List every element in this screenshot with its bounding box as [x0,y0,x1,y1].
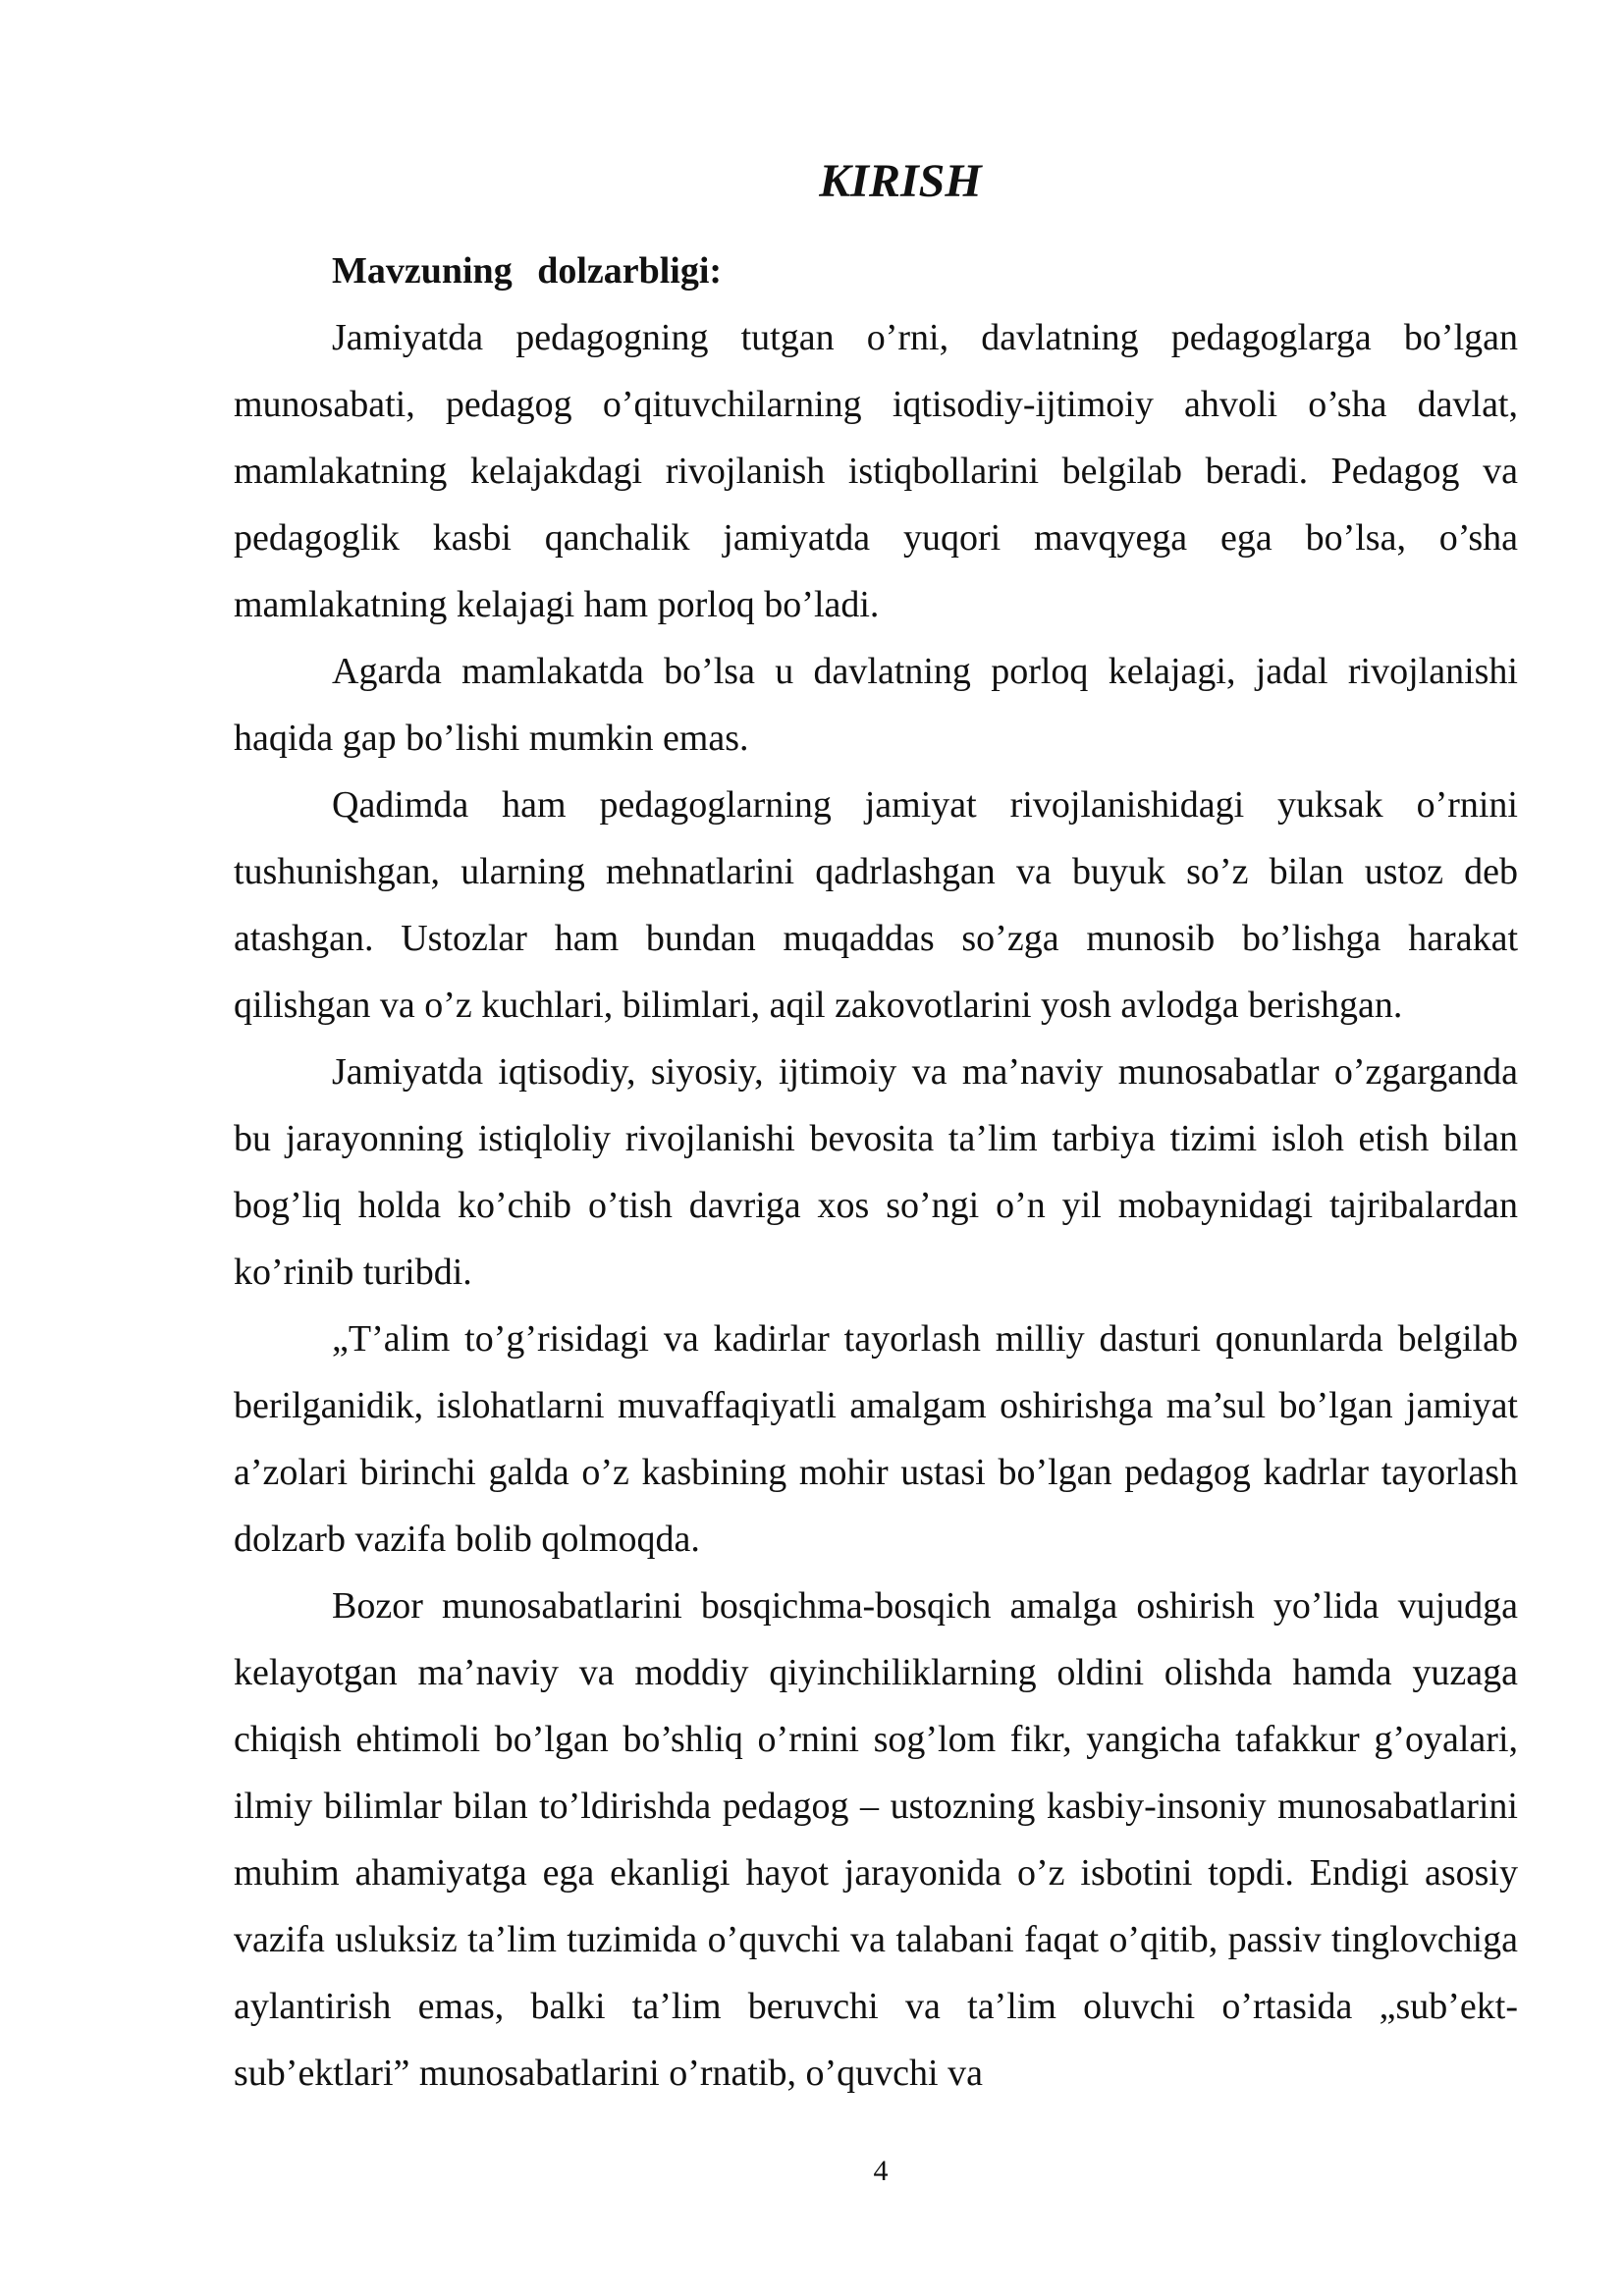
page-title [0,152,1624,211]
page-title-text: KIRISH [819,155,982,207]
section-subheading: Mavzuning dolzarbligi: [332,250,723,292]
paragraph-2: Agarda mamlakatda bo’lsa u davlatning porloq kelajagi, jadal rivojlanishi haqida gap bo’lishi mumkin emas. [234,651,1518,759]
page-number-text: 4 [873,2155,889,2187]
body-text [234,238,1518,2107]
paragraph-6: Bozor munosabatlarini bosqichma-bosqich amalga oshirish yo’lida vujudga kelayotgan ma’naviy va moddiy qiyinchiliklarning oldini olishda hamda yuzaga chiqish ehtimoli bo’lgan bo’shliq o’rnini sog’lom fikr, yangicha tafakkur g’oyalari, ilmiy bilimlar bilan to’ldirishda pedagog – ustozning kasbiy-insoniy munosabatlarini muhim ahamiyatga ega ekanligi hayot jarayonida o’z isbotini topdi. Endigi asosiy vazifa usluksiz ta’lim tuzimida o’quvchi va talabani faqat o’qitib, passiv tinglovchiga aylantirish emas, balki ta’lim beruvchi va ta’lim oluvchi o’rtasida „sub’ekt-sub’ektlari” munosabatlarini o’rnatib, o’quvchi va [234,1585,1518,2094]
paragraph-1: Jamiyatda pedagogning tutgan o’rni, davlatning pedagoglarga bo’lgan munosabati, pedagog o’qituvchilarning iqtisodiy-ijtimoiy ahvoli o’sha davlat, mamlakatning kelajakdagi rivojlanish istiqbollarini belgilab beradi. Pedagog va pedagoglik kasbi qanchalik jamiyatda yuqori mavqyega ega bo’lsa, o’sha mamlakatning kelajagi ham porloq bo’ladi. [234,317,1518,625]
paragraph-5: „T’alim to’g’risidagi va kadirlar tayorlash milliy dasturi qonunlarda belgilab berilganidik, islohatlarni muvaffaqiyatli amalgam oshirishga ma’sul bo’lgan jamiyat a’zolari birinchi galda o’z kasbining mohir ustasi bo’lgan pedagog kadrlar tayorlash dolzarb vazifa bolib qolmoqda. [234,1318,1518,1560]
paragraph-3: Qadimda ham pedagoglarning jamiyat rivojlanishidagi yuksak o’rnini tushunishgan, ularning mehnatlarini qadrlashgan va buyuk so’z bilan ustoz deb atashgan. Ustozlar ham bundan muqaddas so’zga munosib bo’lishga harakat qilishgan va o’z kuchlari, bilimlari, aqil zakovotlarini yosh avlodga berishgan. [234,784,1518,1026]
page-number [0,2152,1624,2191]
paragraph-4: Jamiyatda iqtisodiy, siyosiy, ijtimoiy va ma’naviy munosabatlar o’zgarganda bu jarayonning istiqloliy rivojlanishi bevosita ta’lim tarbiya tizimi isloh etish bilan bog’liq holda ko’chib o’tish davriga xos so’ngi o’n yil mobaynidagi tajribalardan ko’rinib turibdi. [234,1051,1518,1293]
